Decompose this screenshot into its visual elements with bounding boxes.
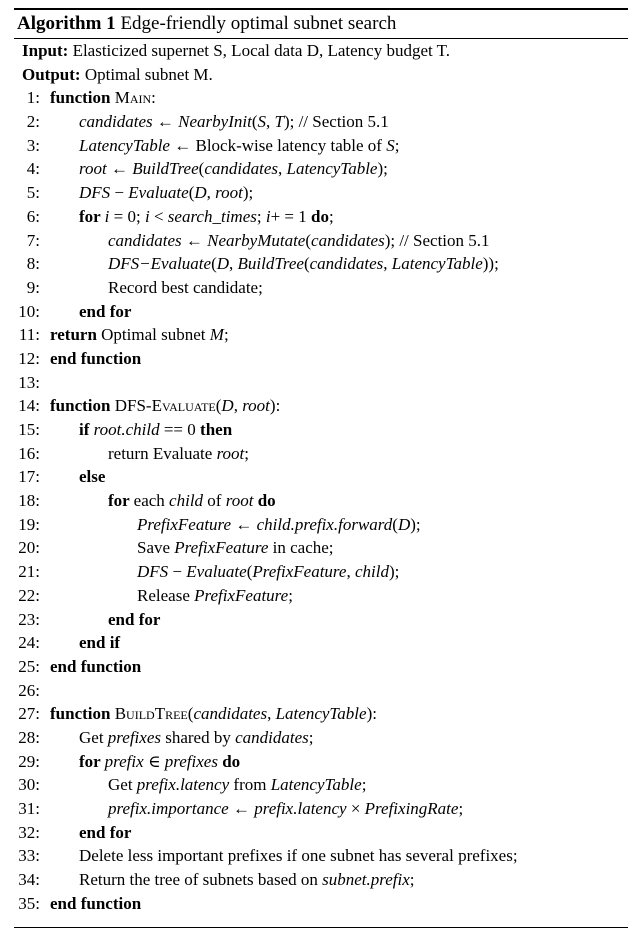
code-token: D bbox=[221, 396, 234, 416]
code-token: )); bbox=[482, 254, 499, 274]
code-token: child bbox=[354, 562, 389, 582]
code-token: × bbox=[346, 799, 365, 818]
code-token: , bbox=[346, 562, 355, 582]
code-token: ; bbox=[458, 799, 464, 818]
line-code bbox=[79, 300, 131, 324]
code-token: ; bbox=[394, 135, 400, 155]
code-line bbox=[14, 773, 628, 797]
line-code bbox=[108, 442, 249, 466]
code-token: root bbox=[225, 491, 254, 511]
code-line bbox=[14, 205, 628, 229]
code-token: for bbox=[79, 206, 105, 226]
input-label: Input: bbox=[22, 41, 69, 60]
code-line bbox=[14, 229, 628, 253]
line-code bbox=[79, 821, 131, 845]
code-token: BuildTree bbox=[237, 254, 304, 274]
line-code bbox=[137, 560, 399, 584]
line-number: 8: bbox=[26, 254, 40, 274]
code-token: candidates bbox=[79, 112, 153, 132]
line-number: 18: bbox=[18, 491, 40, 511]
code-token: BuildTree bbox=[114, 704, 188, 724]
code-token: do bbox=[311, 206, 329, 226]
code-line bbox=[14, 323, 628, 347]
code-token: prefix.importance bbox=[108, 799, 229, 818]
algorithm-label: Algorithm 1 bbox=[17, 13, 116, 34]
code-token: root bbox=[216, 443, 245, 463]
line-number: 9: bbox=[26, 277, 40, 297]
line-number: 14: bbox=[18, 396, 40, 416]
code-token: ; bbox=[361, 775, 367, 795]
code-token: LatencyTable bbox=[270, 775, 362, 795]
code-token: Delete less important prefixes if one subnet has several prefixes; bbox=[79, 846, 518, 866]
code-token: Return the tree of subnets based on bbox=[79, 870, 323, 890]
line-number: 1: bbox=[26, 88, 40, 108]
code-line bbox=[14, 608, 628, 632]
code-line bbox=[14, 371, 628, 395]
line-code bbox=[108, 797, 463, 821]
line-number: 26: bbox=[18, 680, 40, 700]
code-token: prefix.latency bbox=[136, 775, 230, 795]
code-token: D bbox=[194, 183, 207, 203]
code-token: D bbox=[216, 254, 230, 274]
output-line bbox=[14, 63, 628, 87]
line-code bbox=[79, 465, 105, 489]
code-token: PrefixFeature bbox=[137, 514, 232, 534]
line-code bbox=[137, 584, 293, 608]
code-token: NearbyMutate bbox=[207, 230, 306, 250]
line-number: 7: bbox=[26, 230, 40, 250]
code-token: ); // Section 5.1 bbox=[384, 230, 490, 250]
code-token: DFS-Evaluate bbox=[114, 396, 216, 416]
code-line bbox=[14, 489, 628, 513]
code-line bbox=[14, 394, 628, 418]
line-code bbox=[79, 418, 232, 442]
code-line bbox=[14, 655, 628, 679]
code-token: end for bbox=[79, 822, 132, 842]
code-line bbox=[14, 726, 628, 750]
code-token: ← bbox=[228, 799, 255, 818]
line-number: 29: bbox=[18, 751, 40, 771]
line-number: 20: bbox=[18, 538, 40, 558]
code-token: PrefixFeature bbox=[194, 585, 289, 605]
code-token: end function bbox=[50, 656, 142, 676]
pseudocode-lines bbox=[14, 86, 628, 915]
code-token: for bbox=[79, 751, 105, 771]
line-number: 17: bbox=[18, 467, 40, 487]
code-line bbox=[14, 702, 628, 726]
code-token: ( bbox=[188, 183, 195, 203]
line-number: 24: bbox=[18, 633, 40, 653]
line-code bbox=[79, 205, 334, 229]
code-token: prefix bbox=[104, 751, 144, 771]
line-code bbox=[108, 608, 160, 632]
line-code bbox=[137, 536, 334, 560]
code-token: in cache; bbox=[268, 538, 334, 558]
line-number: 6: bbox=[26, 206, 40, 226]
code-token: ( bbox=[215, 396, 222, 416]
code-token: Optimal subnet bbox=[101, 325, 210, 345]
code-line bbox=[14, 252, 628, 276]
line-code bbox=[79, 750, 240, 774]
code-token: , bbox=[383, 254, 392, 274]
algorithm-title bbox=[14, 10, 628, 38]
code-token: end for bbox=[79, 301, 132, 321]
code-token: ( bbox=[392, 514, 398, 534]
line-code bbox=[50, 892, 141, 916]
code-token: then bbox=[200, 420, 233, 439]
output-text: Optimal subnet M. bbox=[84, 64, 213, 84]
line-number: 12: bbox=[18, 348, 40, 368]
code-token: ; bbox=[308, 727, 314, 747]
code-line bbox=[14, 300, 628, 324]
code-token: prefixes bbox=[107, 727, 161, 747]
code-token: else bbox=[79, 467, 106, 487]
code-line bbox=[14, 821, 628, 845]
code-token: candidates bbox=[309, 254, 384, 274]
code-token: − bbox=[168, 562, 187, 582]
input-line bbox=[14, 39, 628, 63]
code-token: ← bbox=[181, 230, 208, 250]
code-token: root bbox=[242, 396, 270, 416]
line-code bbox=[50, 702, 377, 726]
code-token: ): bbox=[366, 704, 377, 724]
code-line bbox=[14, 157, 628, 181]
code-token: NearbyInit bbox=[178, 112, 252, 132]
code-line bbox=[14, 347, 628, 371]
code-token: M bbox=[209, 325, 224, 345]
code-line bbox=[14, 418, 628, 442]
code-token: == 0 bbox=[159, 420, 201, 439]
code-token: end function bbox=[50, 893, 142, 913]
line-number: 28: bbox=[18, 727, 40, 747]
code-token: ; bbox=[244, 443, 250, 463]
line-code bbox=[50, 347, 141, 371]
line-code bbox=[108, 276, 263, 300]
code-line bbox=[14, 868, 628, 892]
line-code bbox=[50, 86, 156, 110]
code-line bbox=[14, 750, 628, 774]
code-line bbox=[14, 442, 628, 466]
line-number: 3: bbox=[26, 135, 40, 155]
code-token: child.prefix.forward bbox=[256, 514, 393, 534]
line-number: 2: bbox=[26, 112, 40, 132]
line-code bbox=[50, 394, 280, 418]
code-line bbox=[14, 844, 628, 868]
code-token: DFS bbox=[79, 183, 111, 203]
code-token: return bbox=[50, 325, 102, 345]
line-code bbox=[50, 323, 229, 347]
code-token: : bbox=[151, 88, 156, 108]
code-token: i bbox=[104, 206, 110, 226]
code-token: for bbox=[108, 491, 134, 511]
code-token: ← Block-wise latency table of bbox=[169, 135, 387, 155]
line-code bbox=[79, 844, 518, 868]
code-line bbox=[14, 465, 628, 489]
code-token: from bbox=[229, 775, 271, 795]
code-token: i bbox=[265, 206, 271, 226]
code-token: T bbox=[274, 112, 284, 132]
code-token: ( bbox=[303, 254, 310, 274]
code-token: , bbox=[265, 112, 275, 132]
code-token: function bbox=[50, 396, 115, 416]
code-line bbox=[14, 181, 628, 205]
line-number: 11: bbox=[18, 325, 40, 345]
code-token: shared by bbox=[160, 727, 236, 747]
code-token: PrefixingRate bbox=[364, 799, 459, 818]
code-line bbox=[14, 584, 628, 608]
code-token: ); bbox=[410, 514, 421, 534]
code-token: i bbox=[144, 206, 150, 226]
line-number: 30: bbox=[18, 775, 40, 795]
code-token: ( bbox=[198, 159, 205, 179]
algorithm-title-text: Edge-friendly optimal subnet search bbox=[120, 13, 397, 34]
bottom-rule bbox=[14, 927, 628, 928]
code-line bbox=[14, 679, 628, 703]
code-token: Release bbox=[137, 585, 195, 605]
code-token: Main bbox=[114, 88, 152, 108]
code-token: candidates bbox=[204, 159, 278, 179]
code-token: root.child bbox=[93, 420, 160, 439]
code-line bbox=[14, 110, 628, 134]
code-token: , bbox=[206, 183, 216, 203]
line-code bbox=[79, 157, 388, 181]
code-token: , bbox=[233, 396, 243, 416]
code-line bbox=[14, 797, 628, 821]
line-code bbox=[79, 726, 314, 750]
code-token: Evaluate bbox=[128, 183, 189, 203]
code-token: − bbox=[110, 183, 129, 203]
code-token: ( bbox=[187, 704, 194, 724]
code-token: end function bbox=[50, 348, 142, 368]
line-number: 5: bbox=[26, 183, 40, 203]
code-token: ; bbox=[256, 206, 266, 226]
code-token: prefix.latency bbox=[254, 799, 347, 818]
code-token: ( bbox=[246, 562, 253, 582]
code-token: LatencyTable bbox=[391, 254, 483, 274]
code-token: ; bbox=[409, 870, 415, 890]
code-token: ← bbox=[231, 514, 257, 534]
code-token: subnet.prefix bbox=[322, 870, 410, 890]
code-token: , bbox=[229, 254, 238, 274]
input-text: Elasticized supernet S, Local data D, Latency budget T. bbox=[72, 41, 451, 60]
code-token: + = 1 bbox=[270, 206, 312, 226]
line-code bbox=[79, 110, 389, 134]
code-token: ( bbox=[305, 230, 312, 250]
code-token: Get bbox=[79, 727, 108, 747]
code-line bbox=[14, 86, 628, 110]
line-number: 16: bbox=[18, 443, 40, 463]
line-code bbox=[137, 513, 421, 537]
code-token: do bbox=[253, 491, 276, 511]
code-token: ); bbox=[377, 159, 388, 179]
output-label: Output: bbox=[22, 64, 81, 84]
code-token: = 0; bbox=[109, 206, 145, 226]
line-number: 21: bbox=[18, 562, 40, 582]
code-token: LatencyTable bbox=[79, 135, 170, 155]
line-code bbox=[79, 181, 253, 205]
code-line bbox=[14, 892, 628, 916]
code-token: candidates bbox=[108, 230, 182, 250]
code-token: D bbox=[397, 514, 411, 534]
code-line bbox=[14, 513, 628, 537]
code-token: candidates bbox=[235, 727, 309, 747]
code-token: LatencyTable bbox=[286, 159, 378, 179]
line-code bbox=[108, 773, 366, 797]
line-number: 25: bbox=[18, 656, 40, 676]
code-token: function bbox=[50, 88, 115, 108]
line-code bbox=[79, 134, 399, 158]
line-number: 15: bbox=[18, 420, 40, 439]
line-number: 13: bbox=[18, 372, 40, 392]
code-token: ← bbox=[152, 112, 179, 132]
code-token: ); bbox=[242, 183, 254, 203]
line-number: 23: bbox=[18, 609, 40, 629]
code-token: do bbox=[217, 751, 241, 771]
code-token: Evaluate bbox=[186, 562, 247, 582]
code-token: ); bbox=[388, 562, 400, 582]
line-code bbox=[108, 252, 499, 276]
code-token: , bbox=[267, 704, 276, 724]
code-token: child bbox=[169, 491, 204, 511]
code-token: PrefixFeature bbox=[174, 538, 269, 558]
code-token: of bbox=[203, 491, 226, 511]
code-line bbox=[14, 631, 628, 655]
code-token: end if bbox=[79, 633, 121, 653]
code-token: PrefixFeature bbox=[252, 562, 347, 582]
code-token: candidates bbox=[311, 230, 385, 250]
code-token: S bbox=[257, 112, 266, 132]
line-code bbox=[108, 489, 276, 513]
code-token: ( bbox=[211, 254, 217, 274]
code-token: ): bbox=[269, 396, 281, 416]
line-number: 10: bbox=[18, 301, 40, 321]
code-token: return Evaluate bbox=[108, 443, 217, 463]
code-token: BuildTree bbox=[132, 159, 199, 179]
code-line bbox=[14, 134, 628, 158]
line-code bbox=[79, 868, 415, 892]
algorithm-box bbox=[14, 8, 628, 915]
code-token: Record best candidate; bbox=[108, 277, 263, 297]
line-number: 27: bbox=[18, 704, 40, 724]
code-token: ← bbox=[106, 159, 133, 179]
code-token: DFS−Evaluate bbox=[108, 254, 212, 274]
code-token: DFS bbox=[137, 562, 169, 582]
code-line bbox=[14, 560, 628, 584]
code-token: if bbox=[79, 420, 94, 439]
line-number: 19: bbox=[18, 514, 40, 534]
code-token: each bbox=[133, 491, 170, 511]
line-code bbox=[108, 229, 490, 253]
line-number: 31: bbox=[18, 799, 40, 818]
code-line bbox=[14, 276, 628, 300]
code-token: Save bbox=[137, 538, 175, 558]
code-token: function bbox=[50, 704, 115, 724]
line-number: 34: bbox=[18, 870, 40, 890]
code-token: root bbox=[215, 183, 243, 203]
code-token: S bbox=[386, 135, 395, 155]
code-token: < bbox=[149, 206, 168, 226]
code-token: ( bbox=[251, 112, 258, 132]
line-number: 32: bbox=[18, 822, 40, 842]
code-token: search_times bbox=[167, 206, 257, 226]
line-number: 4: bbox=[26, 159, 40, 179]
code-token: candidates bbox=[193, 704, 268, 724]
code-token: end for bbox=[108, 609, 161, 629]
code-token: ); // Section 5.1 bbox=[283, 112, 389, 132]
code-token: root bbox=[79, 159, 107, 179]
code-token: , bbox=[277, 159, 287, 179]
code-token: ; bbox=[328, 206, 334, 226]
code-token: ; bbox=[288, 585, 293, 605]
code-token: ∈ bbox=[143, 751, 165, 771]
line-number: 22: bbox=[18, 585, 40, 605]
line-code bbox=[50, 655, 141, 679]
line-number: 33: bbox=[18, 846, 40, 866]
line-number: 35: bbox=[18, 893, 40, 913]
code-token: Get bbox=[108, 775, 137, 795]
line-code bbox=[79, 631, 120, 655]
code-token: ; bbox=[223, 325, 229, 345]
code-token: prefixes bbox=[164, 751, 218, 771]
code-line bbox=[14, 536, 628, 560]
code-token: LatencyTable bbox=[275, 704, 367, 724]
